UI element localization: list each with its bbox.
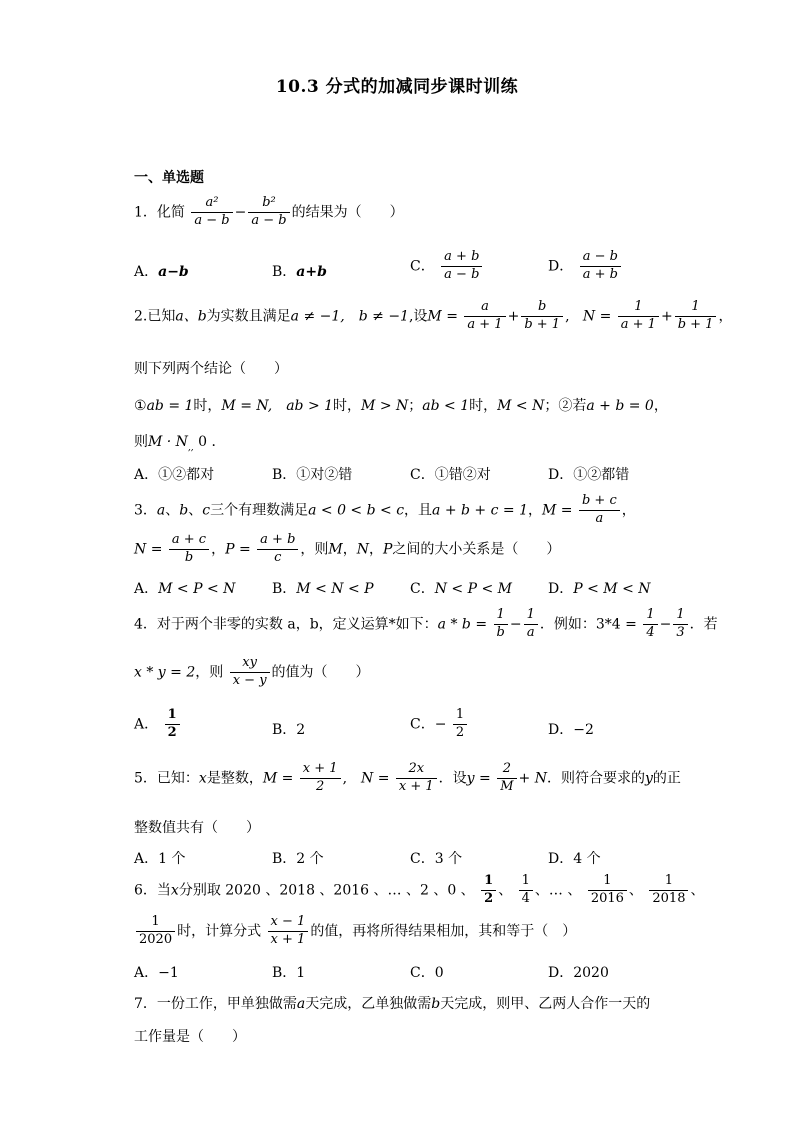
question-3-line-2 — [134, 533, 560, 566]
option-letter: C． — [410, 716, 435, 733]
option-value: M < P < N — [158, 581, 236, 597]
option-letter: D． — [548, 581, 574, 597]
q3-text: ， — [211, 541, 226, 558]
denominator: 2 — [316, 778, 325, 794]
q4-fraction-5 — [230, 656, 270, 689]
numerator: 1 — [453, 708, 467, 725]
numerator: 1 — [649, 874, 688, 891]
q4-option-b[interactable]: B．2 — [272, 722, 306, 738]
option-fraction — [453, 708, 467, 741]
option-numerator: a − b — [580, 250, 621, 267]
q2-n-label: N = — [582, 308, 612, 325]
math-expr: b — [431, 996, 441, 1012]
numerator: x − 1 — [268, 915, 309, 932]
q5-n-fraction — [396, 762, 437, 795]
denominator: x − y — [232, 672, 267, 688]
numerator: 1 — [481, 874, 496, 891]
separator: 、 — [690, 882, 705, 899]
q5-option-a[interactable]: A．1 个 — [134, 851, 186, 867]
q6-option-a[interactable]: A．−1 — [134, 965, 179, 981]
option-letter: A． — [134, 264, 159, 280]
numerator: 1 — [673, 608, 687, 625]
q2-text: ， — [653, 398, 668, 414]
math-expr: 0 — [198, 434, 208, 450]
circled-1: ① — [134, 398, 147, 414]
math-expr: y = — [466, 770, 491, 787]
q6-fraction-2 — [519, 874, 533, 907]
q1-f2-denominator: a − b — [251, 212, 287, 228]
numerator: b — [521, 300, 563, 317]
q5-option-b[interactable]: B．2 个 — [272, 851, 324, 867]
q6-option-d[interactable]: D．2020 — [548, 965, 609, 981]
numerator: 1 — [524, 608, 538, 625]
q3-p-fraction — [257, 533, 298, 566]
q2-text: ；②若 — [544, 398, 587, 414]
q3-text: ，则 — [300, 541, 329, 558]
q2-text: 为实数且满足 — [206, 308, 291, 325]
denominator: x + 1 — [270, 931, 306, 947]
q4-fraction-1 — [494, 608, 508, 641]
separator: 、 — [628, 882, 643, 899]
q4-text: ．若 — [689, 616, 718, 633]
numerator: 2 — [497, 762, 516, 779]
q6-text: 6．当 — [134, 882, 171, 899]
q4-option-c[interactable] — [410, 708, 469, 741]
math-expr: x — [170, 882, 179, 899]
q4-text: ，则 — [195, 664, 224, 681]
option-value: a+b — [296, 264, 327, 280]
section-heading: 一、单选题 — [134, 170, 204, 186]
math-expr: b — [179, 502, 189, 519]
q6-fraction-6 — [268, 915, 309, 948]
question-5-line-1 — [134, 762, 681, 795]
option-value: M < N < P — [296, 581, 374, 597]
math-expr: M — [328, 541, 343, 558]
q4-text: 4．对于两个非零的实数 a，b，定义运算*如下： — [134, 616, 438, 633]
question-2-line-1: 2.已知a、b为实数且满足a ≠ −1, b ≠ −1,设M = $\frac{a}{a + 1}$ + $\frac{b}{b + 1}$ , N = $\frac{1}{a + 1}$ + $\frac{1}{b + 1}$ ， — [134, 299, 733, 332]
q2-option-a[interactable]: A．①②都对 — [134, 467, 215, 483]
q2-option-b[interactable]: B．①对②错 — [272, 467, 353, 483]
q5-text: ．设 — [438, 770, 467, 787]
math-expr: P — [382, 541, 393, 558]
denominator: 4 — [646, 624, 655, 640]
page-title: 10.3 分式的加减同步课时训练 — [275, 77, 519, 97]
math-expr: a < 0 < b < c — [308, 502, 405, 519]
q3-text: 、 — [165, 502, 180, 519]
question-4-line-2 — [134, 656, 370, 689]
option-letter: C． — [410, 258, 435, 275]
q3-text: 、 — [188, 502, 203, 519]
q2-m-fraction-1 — [464, 300, 505, 333]
numerator: 1 — [643, 608, 657, 625]
option-value: a−b — [158, 264, 189, 280]
q1-option-b[interactable] — [272, 261, 327, 281]
math-expr: M · N — [148, 434, 188, 450]
q2-text: ． — [211, 434, 226, 450]
denominator: a + 1 — [620, 316, 656, 332]
q6-fraction-4 — [649, 874, 688, 907]
denominator: x + 1 — [398, 778, 434, 794]
question-2-line-4: 则$M \cdot N_{,,}$ 0 ． — [134, 434, 226, 453]
q1-prefix: 1．化简 — [134, 204, 185, 221]
q6-text: 时，计算分式 — [177, 923, 262, 940]
q4-fraction-4 — [673, 608, 687, 641]
math-expr: N — [356, 541, 369, 558]
q6-fraction-1 — [481, 874, 496, 907]
q2-text: 时， — [193, 398, 222, 414]
numerator: 1 — [165, 708, 180, 725]
denominator: 2020 — [139, 931, 173, 947]
question-5-line-2: 整数值共有（ ） — [134, 820, 260, 836]
q6-option-b[interactable]: B．1 — [272, 965, 306, 981]
math-expr: 3*4 = — [595, 616, 637, 633]
q3-text: 3． — [134, 502, 157, 519]
q2-option-d[interactable]: D．①②都错 — [548, 467, 630, 483]
numerator: 1 — [519, 874, 533, 891]
q1-option-d[interactable] — [548, 250, 623, 283]
option-fraction — [441, 250, 482, 283]
numerator: 1 — [494, 608, 508, 625]
q1-option-a[interactable] — [134, 261, 189, 281]
q2-m-label: M = — [427, 308, 458, 325]
option-letter: B． — [272, 581, 297, 597]
math-expr: M = N, ab > 1 — [221, 398, 334, 414]
q2-text: ,设 — [408, 308, 428, 325]
numerator: 1 — [588, 874, 627, 891]
math-expr: P = — [225, 541, 251, 558]
math-expr: N = — [134, 541, 163, 558]
q5-option-d[interactable]: D．4 个 — [548, 851, 601, 867]
q2-text: 时， — [333, 398, 362, 414]
option-denominator: a − b — [444, 266, 480, 282]
q5-m-fraction — [300, 762, 341, 795]
minus-sign: − — [434, 716, 447, 733]
numerator: a + c — [169, 533, 209, 550]
q2-variables: a、b — [175, 308, 207, 325]
q5-text: , — [342, 770, 362, 787]
question-3-line-1: 3．a、b、c三个有理数满足a < 0 < b < c，且a + b + c = 1，M = $\frac{b + c}{a}$ ， — [134, 493, 636, 526]
option-letter: B． — [272, 264, 297, 280]
q1-f1-denominator: a − b — [194, 212, 230, 228]
q3-option-a[interactable] — [134, 578, 235, 598]
q6-fraction-3 — [588, 874, 627, 907]
denominator: b + 1 — [677, 316, 714, 332]
math-expr: x — [198, 770, 207, 787]
numerator: xy — [230, 656, 270, 673]
q1-suffix: 的结果为（ ） — [291, 204, 404, 221]
q1-f1-numerator: a² — [191, 196, 232, 213]
q3-option-c[interactable] — [410, 578, 512, 598]
numerator: 2x — [396, 762, 437, 779]
q2-text: ； — [408, 398, 423, 414]
denominator: 3 — [676, 624, 685, 640]
q2-text: 2.已知 — [134, 308, 176, 325]
numerator: 1 — [618, 300, 659, 317]
denominator: 2018 — [652, 890, 686, 906]
separator: 、 — [498, 882, 513, 899]
question-2-line-3 — [134, 395, 668, 415]
q1-f2-numerator: b² — [248, 196, 289, 213]
q6-text: 的值，再将所得结果相加，其和等于（ ） — [310, 923, 577, 940]
denominator: 2016 — [590, 890, 624, 906]
math-expr: N = — [361, 770, 390, 787]
separator: 、… 、 — [534, 882, 582, 899]
q3-text: ， — [528, 502, 542, 519]
math-expr: a — [156, 502, 166, 519]
q5-text: ．则符合要求的 — [546, 770, 645, 787]
math-expr: M < N — [497, 398, 545, 414]
denominator: 4 — [521, 890, 530, 906]
q7-text: 天完成，则甲、乙两人合作一天的 — [440, 996, 651, 1012]
q2-n-fraction-1 — [618, 300, 659, 333]
denominator: a + 1 — [467, 316, 503, 332]
q7-text: 7．一份工作，甲单独做需 — [134, 996, 297, 1012]
q4-option-a[interactable] — [134, 708, 182, 741]
q2-m-fraction-2 — [521, 300, 563, 333]
denominator: 2 — [484, 890, 494, 906]
q1-fraction-1 — [191, 196, 232, 229]
question-7-line-1 — [134, 993, 650, 1013]
math-expr: a + b + c = 1 — [432, 502, 528, 519]
q4-fraction-3 — [643, 608, 657, 641]
math-expr: M > N — [361, 398, 409, 414]
math-expr: + N — [518, 770, 547, 787]
q4-fraction-2 — [524, 608, 538, 641]
q2-option-c[interactable]: C．①错②对 — [410, 467, 491, 483]
option-letter: C． — [410, 581, 435, 597]
q3-m-fraction — [579, 494, 620, 527]
q6-option-c[interactable]: C．0 — [410, 965, 444, 981]
q1-option-c[interactable] — [410, 250, 484, 283]
q5-text: 的正 — [652, 770, 681, 787]
numerator: b + c — [579, 494, 620, 511]
q4-text: ．例如： — [539, 616, 596, 633]
q2-n-fraction-2 — [675, 300, 717, 333]
option-letter: A． — [134, 716, 159, 733]
option-numerator: a + b — [441, 250, 482, 267]
numerator: a + b — [257, 533, 298, 550]
option-letter: A． — [134, 581, 159, 597]
denominator: c — [274, 549, 282, 565]
math-expr: a + b = 0 — [586, 398, 654, 414]
denominator: 2 — [455, 724, 465, 740]
q5-text: 5．已知： — [134, 770, 199, 787]
q7-text: 天完成，乙单独做需 — [305, 996, 432, 1012]
denominator: b + 1 — [524, 316, 561, 332]
q3-text: 之间的大小关系是（ ） — [392, 541, 561, 558]
denominator: a — [595, 510, 604, 526]
q3-text: ， — [368, 541, 383, 558]
denominator: 2 — [167, 724, 177, 740]
q3-text: ， — [342, 541, 357, 558]
question-6-line-1 — [134, 874, 704, 907]
q5-y-fraction — [497, 762, 516, 795]
q3-text: 三个有理数满足 — [210, 502, 309, 519]
option-fraction — [580, 250, 621, 283]
math-expr: a — [296, 996, 306, 1012]
question-4-line-1: 4．对于两个非零的实数 a，b，定义运算*如下：a * b = $\frac{1}{b}$ − $\frac{1}{a}$ ．例如：3*4 = $\frac{1}{4}$ − $\frac{1}{3}$ ．若 — [134, 607, 718, 640]
option-denominator: a + b — [582, 266, 618, 282]
q6-fraction-5 — [136, 915, 175, 948]
question-2-line-2: 则下列两个结论（ ） — [134, 361, 288, 377]
q6-text: 分别取 2020 、2018 、2016 、… 、2 、0 、 — [178, 882, 475, 899]
q4-option-d[interactable]: D．−2 — [548, 722, 594, 738]
q1-fraction-2 — [248, 196, 289, 229]
question-1: 1．化简 $\frac{\text{a²}}{a - b}$ − $\frac{\text{b²}}{a - b}$ 的结果为（ ） — [134, 195, 404, 228]
q3-option-b[interactable] — [272, 578, 374, 598]
q2-text: 则 — [134, 434, 148, 450]
numerator: x + 1 — [300, 762, 341, 779]
math-expr: M = — [262, 770, 294, 787]
q5-text: 是整数， — [206, 770, 263, 787]
q4-text: 的值为（ ） — [271, 664, 370, 681]
question-7-line-2: 工作量是（ ） — [134, 1029, 246, 1045]
numerator: 1 — [675, 300, 717, 317]
denominator: b — [184, 549, 194, 565]
math-expr: ab < 1 — [422, 398, 470, 414]
q5-option-c[interactable]: C．3 个 — [410, 851, 463, 867]
q3-option-d[interactable] — [548, 578, 651, 598]
q2-condition: a ≠ −1, b ≠ −1 — [290, 308, 409, 325]
numerator: 1 — [136, 915, 175, 932]
math-expr: M = — [542, 502, 573, 519]
numerator: a — [464, 300, 505, 317]
math-expr: y — [644, 770, 653, 787]
option-letter: D． — [548, 258, 574, 275]
option-fraction — [165, 708, 180, 741]
q3-n-fraction — [169, 533, 209, 566]
option-value: N < P < M — [434, 581, 512, 597]
math-expr: ab = 1 — [146, 398, 194, 414]
option-value: P < M < N — [573, 581, 651, 597]
math-expr: c — [202, 502, 211, 519]
q3-text: ，且 — [404, 502, 433, 519]
math-expr: x * y = 2 — [134, 664, 196, 681]
denominator: b — [496, 624, 505, 640]
denominator: a — [526, 624, 535, 640]
denominator: M — [500, 778, 514, 794]
math-expr: a * b = — [437, 616, 488, 633]
question-6-line-2 — [134, 915, 576, 948]
q2-text: 时， — [469, 398, 498, 414]
